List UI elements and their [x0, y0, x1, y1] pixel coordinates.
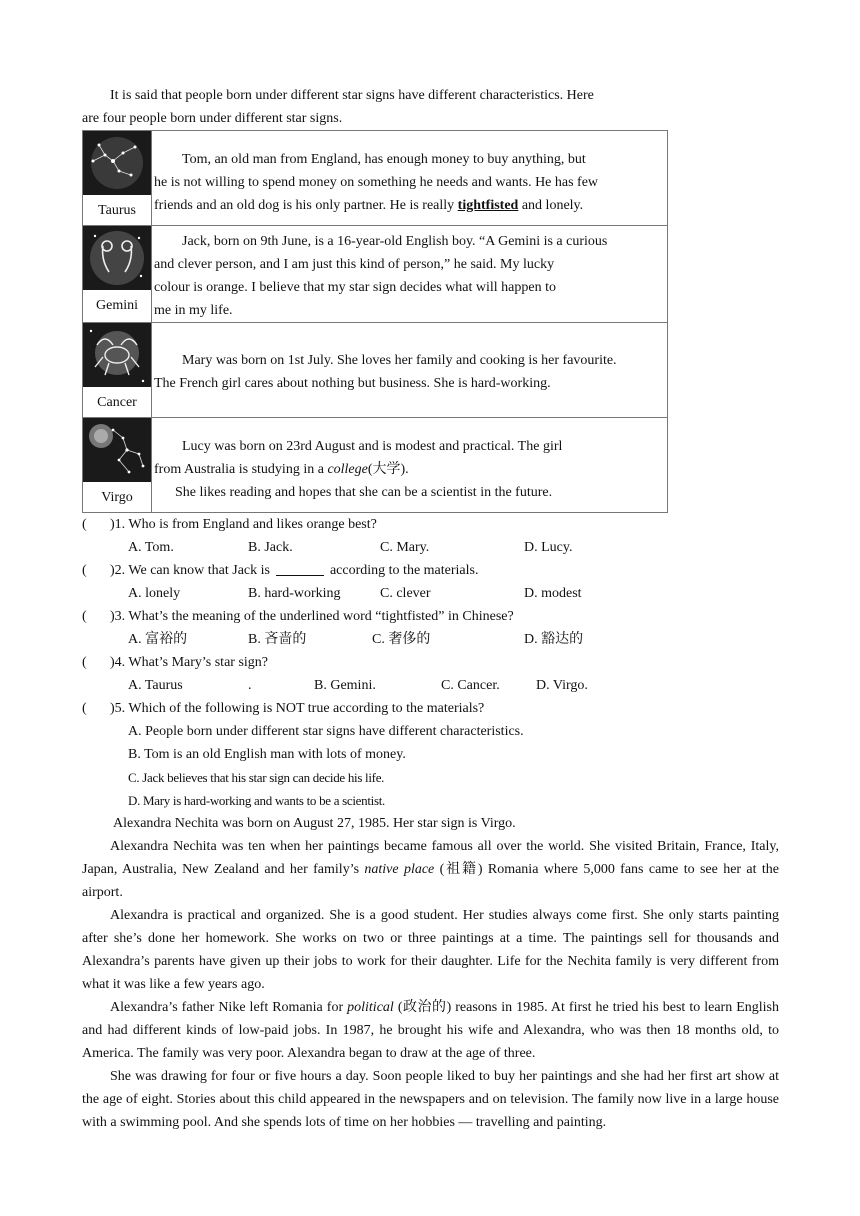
intro-line-1: It is said that people born under different star signs have different characteristics. Here: [110, 88, 594, 103]
table-row: [83, 418, 668, 513]
cancer-constellation-image: [83, 323, 151, 387]
intro-line-2: are four people born under different star signs.: [82, 111, 343, 126]
option-c: C. Cancer.: [441, 678, 500, 693]
gemini-line-1: Jack, born on 9th June, is a 16-year-old English boy. “A Gemini is a curious: [182, 234, 608, 249]
option-c: C. 奢侈的: [372, 632, 431, 647]
question-3-text: )3. What’s the meaning of the underlined word “tightfisted” in Chinese?: [110, 609, 514, 624]
question-1: [82, 513, 779, 536]
option-c: C. clever: [380, 586, 431, 601]
sign-desc-virgo: [152, 418, 668, 513]
gemini-line-4: me in my life.: [154, 303, 233, 318]
option-b: B. Tom is an old English man with lots of money.: [128, 747, 406, 762]
taurus-line-3-b: and lonely.: [518, 198, 584, 213]
sign-desc-cancer: [152, 323, 668, 418]
question-5: [82, 697, 779, 720]
sign-cell-cancer: [83, 323, 152, 418]
taurus-constellation-image: [83, 131, 151, 195]
question-1-options: [82, 536, 779, 559]
sign-name-taurus: Taurus: [98, 203, 136, 218]
sign-name-cancer: Cancer: [97, 395, 137, 410]
sign-desc-gemini: [152, 226, 668, 323]
answer-paren: (: [82, 655, 87, 670]
cancer-line-1: Mary was born on 1st July. She loves her family and cooking is her favourite.: [182, 353, 617, 368]
option-c: C. Jack believes that his star sign can decide his life.: [128, 770, 385, 785]
option-d: D. 豁达的: [524, 632, 584, 647]
option-d: D. modest: [524, 586, 582, 601]
passage2-paragraph-4: [82, 996, 779, 1065]
option-d: D. Virgo.: [536, 678, 588, 693]
question-2-text-a: )2. We can know that Jack is: [110, 563, 270, 578]
table-row: [83, 226, 668, 323]
sign-name-gemini: Gemini: [96, 298, 138, 313]
gemini-line-2: and clever person, and I am just this kind of person,” he said. My lucky: [154, 257, 555, 272]
virgo-constellation-image: [83, 418, 151, 482]
sign-cell-taurus: [83, 131, 152, 226]
passage2-p4-b: (政治的) reasons in 1985. At first he tried his best to learn English and had different kinds of low-paid jobs. In 1987, he brought his wife and Alexandra, who was then 18 months old, to America. The family was very poor. Alexandra began to draw at the age of three.: [82, 1000, 779, 1061]
taurus-line-3: [154, 194, 667, 217]
cancer-line-2: The French girl cares about nothing but business. She is hard-working.: [154, 376, 551, 391]
passage2-paragraph-2: [82, 835, 779, 904]
question-4-text: )4. What’s Mary’s star sign?: [110, 655, 268, 670]
passage2-native-place: native place: [364, 862, 435, 877]
answer-blank: [276, 561, 324, 576]
option-a: A. People born under different star signs have different characteristics.: [128, 724, 524, 739]
option-stray-dot: .: [248, 678, 252, 693]
virgo-line-2: [154, 458, 667, 481]
sign-desc-taurus: [152, 131, 668, 226]
passage2-paragraph-3: Alexandra is practical and organized. She is a good student. Her studies always come first. She only starts painting after she’s done her homework. She works on two or three paintings at a time. The paintings sell for thousands and Alexandra’s parents have given up their jobs to work for their daughter. Life for the Nechita family is very different from what it was like a few years ago.: [82, 908, 779, 992]
virgo-line-1: Lucy was born on 23rd August and is modest and practical. The girl: [182, 439, 563, 454]
passage2-p2-a: Alexandra Nechita was ten when her paintings became famous all over the world. She visited Britain, France, Italy, Japan, Australia, New Zealand and her family’s: [82, 839, 779, 877]
taurus-line-2: he is not willing to spend money on something he needs and wants. He has few: [154, 175, 599, 190]
passage2-paragraph-1: Alexandra Nechita was born on August 27, 1985. Her star sign is Virgo.: [113, 816, 516, 831]
question-4: [82, 651, 779, 674]
passage2-political: political: [347, 1000, 394, 1015]
answer-paren: (: [82, 701, 87, 716]
option-d: D. Mary is hard-working and wants to be a scientist.: [128, 793, 385, 808]
sign-cell-virgo: [83, 418, 152, 513]
option-b: B. hard-working: [248, 586, 341, 601]
question-2-options: [82, 582, 779, 605]
star-signs-table: [82, 130, 668, 513]
virgo-line-2-a: from Australia is studying in a: [154, 462, 328, 477]
taurus-line-1: Tom, an old man from England, has enough money to buy anything, but: [182, 152, 586, 167]
option-d: D. Lucy.: [524, 540, 573, 555]
answer-paren: (: [82, 609, 87, 624]
taurus-line-3-a: friends and an old dog is his only partner. He is really: [154, 198, 458, 213]
option-c: C. Mary.: [380, 540, 430, 555]
virgo-word-college: college: [327, 462, 368, 477]
question-2: [82, 559, 779, 582]
question-3-options: [82, 628, 779, 651]
virgo-line-2-b: (大学).: [367, 462, 409, 477]
option-a: A. lonely: [128, 586, 181, 601]
sign-cell-gemini: [83, 226, 152, 323]
passage2-p4-a: Alexandra’s father Nike left Romania for: [110, 1000, 348, 1015]
option-a: A. 富裕的: [128, 632, 188, 647]
passage2-p2-b: (祖籍) Romania where 5,000 fans came to see her at the airport.: [82, 862, 779, 900]
option-b: B. Jack.: [248, 540, 293, 555]
underlined-word-tightfisted: tightfisted: [457, 198, 519, 213]
passage2-paragraph-5: She was drawing for four or five hours a day. Soon people liked to buy her paintings and she had her first art show at the age of eight. Stories about this child appeared in the newspapers and on television. The family now live in a large house with a swimming pool. And she spends lots of time on her hobbies — travelling and painting.: [82, 1069, 779, 1130]
gemini-line-3: colour is orange. I believe that my star sign decides what will happen to: [154, 280, 557, 295]
virgo-line-3: She likes reading and hopes that she can be a scientist in the future.: [175, 485, 553, 500]
option-a: A. Taurus: [128, 678, 183, 693]
table-row: [83, 323, 668, 418]
question-2-text-b: according to the materials.: [329, 563, 479, 578]
question-3: [82, 605, 779, 628]
option-b: B. 吝啬的: [248, 632, 307, 647]
option-a: A. Tom.: [128, 540, 174, 555]
worksheet-page: [82, 84, 779, 1134]
answer-paren: (: [82, 517, 87, 532]
question-5-text: )5. Which of the following is NOT true according to the materials?: [110, 701, 485, 716]
question-4-options: [82, 674, 779, 697]
table-row: [83, 131, 668, 226]
gemini-constellation-image: [83, 226, 151, 290]
answer-paren: (: [82, 563, 87, 578]
sign-name-virgo: Virgo: [101, 490, 133, 505]
question-1-text: )1. Who is from England and likes orange best?: [110, 517, 377, 532]
option-b: B. Gemini.: [314, 678, 376, 693]
